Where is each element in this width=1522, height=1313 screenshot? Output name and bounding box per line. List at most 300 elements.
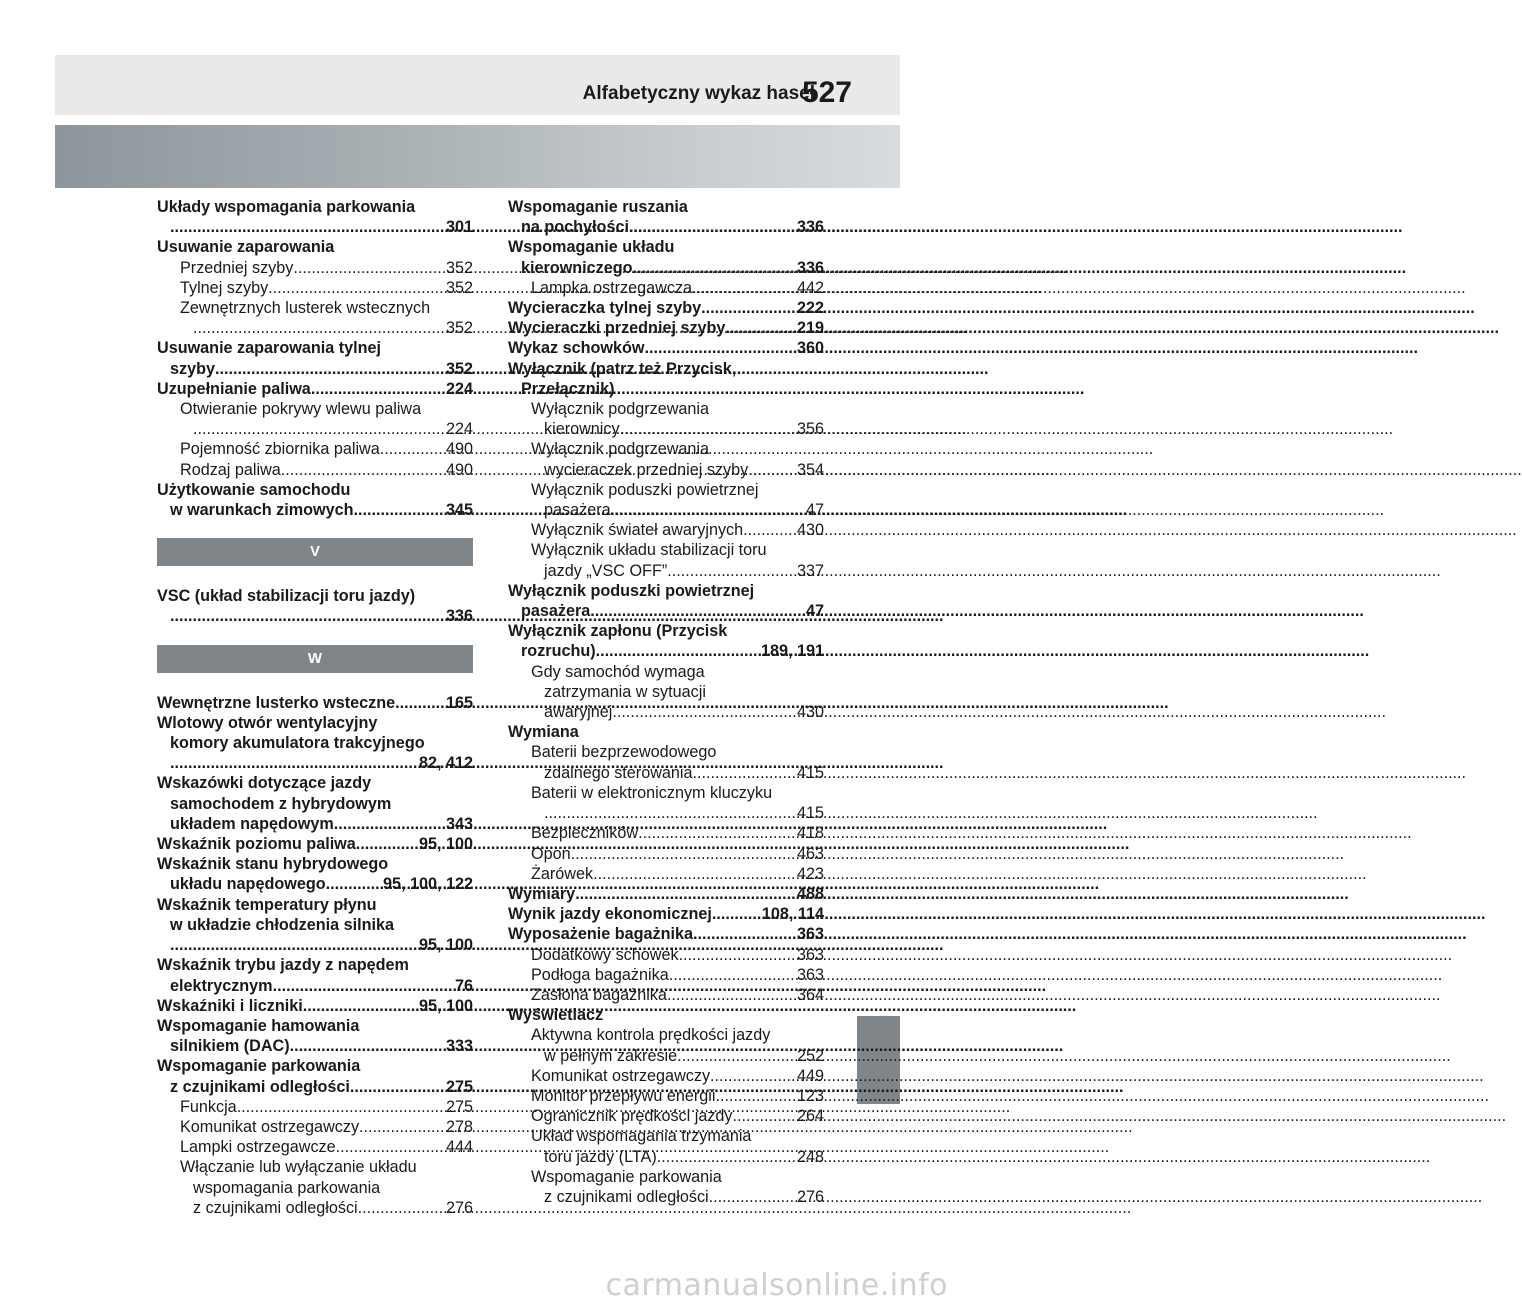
index-term: Wyłącznik podgrzewania	[531, 400, 709, 419]
index-line	[180, 298, 473, 318]
dot-leader	[629, 217, 797, 237]
index-term: Wycieraczki przedniej szyby	[508, 319, 726, 338]
index-term: Wskaźnik temperatury płynu	[157, 895, 377, 914]
index-term: Wyłącznik świateł awaryjnych	[531, 521, 744, 540]
index-line	[531, 783, 824, 803]
page-reference: 352	[445, 278, 473, 297]
dot-leader	[193, 318, 446, 338]
index-term: Wskaźnik stanu hybrydowego	[157, 855, 389, 874]
dot-leader	[544, 803, 797, 823]
index-term: układem napędowym	[170, 814, 334, 833]
index-line	[508, 641, 824, 661]
index-term: Usuwanie zaparowania	[157, 238, 335, 257]
index-subentry	[508, 1126, 824, 1166]
index-term: Podłoga bagażnika	[531, 965, 669, 984]
index-line	[157, 1077, 473, 1097]
page-reference: 276	[445, 1198, 473, 1217]
index-term: z czujnikami odległości	[170, 1077, 350, 1096]
index-line	[531, 702, 824, 722]
index-line	[157, 1016, 473, 1036]
dot-leader	[590, 601, 806, 621]
index-entry	[508, 884, 824, 904]
index-entry	[157, 834, 473, 854]
index-line	[531, 1025, 824, 1045]
dot-leader	[268, 278, 446, 298]
index-line	[157, 753, 473, 773]
index-term: na pochyłości	[521, 218, 629, 237]
index-line	[180, 1117, 473, 1137]
index-term: VSC (układ stabilizacji toru jazdy)	[157, 587, 416, 606]
dot-leader	[638, 823, 797, 843]
dot-leader	[334, 814, 446, 834]
index-subentry	[157, 1097, 473, 1117]
index-line	[180, 439, 473, 459]
index-line	[157, 1036, 473, 1056]
index-subentry	[157, 460, 473, 480]
index-line	[180, 1097, 473, 1117]
index-line	[157, 500, 473, 520]
index-term: Wskaźnik trybu jazdy z napędem	[157, 956, 409, 975]
index-line	[157, 713, 473, 733]
dot-leader	[715, 1086, 797, 1106]
page-reference: 276	[796, 1187, 824, 1206]
index-entry	[157, 379, 473, 399]
index-line	[180, 1137, 473, 1157]
index-line	[157, 895, 473, 915]
index-term: Wskaźniki i liczniki	[157, 996, 303, 1015]
index-line	[508, 338, 824, 358]
page-reference: 47	[805, 501, 824, 520]
index-line	[157, 814, 473, 834]
page-reference: 336	[445, 607, 473, 626]
index-subentry	[157, 1157, 473, 1218]
index-entry	[157, 480, 473, 520]
index-subentry	[157, 258, 473, 278]
index-line	[531, 945, 824, 965]
index-column-left	[157, 197, 473, 1218]
index-line	[180, 258, 473, 278]
index-entry	[508, 722, 824, 742]
index-line	[531, 844, 824, 864]
index-subentry	[508, 439, 824, 479]
index-subentry	[157, 298, 473, 338]
dot-leader	[657, 1147, 797, 1167]
index-entry	[508, 924, 824, 944]
index-line	[508, 379, 824, 399]
page-reference: 82, 412	[418, 754, 473, 773]
index-subentry	[508, 540, 824, 580]
dot-leader	[679, 945, 797, 965]
index-term: szyby	[170, 359, 215, 378]
index-term: Wspomaganie parkowania	[157, 1057, 361, 1076]
page-reference: 430	[796, 703, 824, 722]
index-term: w pełnym zakresie	[544, 1046, 678, 1065]
dot-leader	[303, 996, 419, 1016]
index-line	[157, 237, 473, 257]
index-term: elektrycznym	[170, 976, 273, 995]
dot-leader	[693, 924, 797, 944]
dot-leader	[575, 884, 797, 904]
index-subentry	[508, 480, 824, 520]
index-line	[531, 500, 824, 520]
index-entry	[508, 621, 824, 661]
index-line	[531, 823, 824, 843]
dot-leader	[593, 864, 797, 884]
dot-leader	[170, 935, 419, 955]
index-term: Wewnętrzne lusterko wsteczne	[157, 693, 396, 712]
section-letter-bar: V	[157, 538, 473, 566]
index-term: wycieraczek przedniej szyby	[544, 460, 749, 479]
index-subentry	[157, 278, 473, 298]
page-reference: 47	[805, 602, 824, 621]
index-term: Gdy samochód wymaga	[531, 662, 705, 681]
index-term: Wymiana	[508, 723, 579, 742]
index-line	[531, 763, 824, 783]
dot-leader	[667, 985, 797, 1005]
index-entry	[157, 996, 473, 1016]
index-line	[508, 581, 824, 601]
index-line	[157, 338, 473, 358]
index-entry	[157, 586, 473, 626]
index-entry	[157, 854, 473, 894]
index-term: Dodatkowy schowek	[531, 945, 679, 964]
index-line	[508, 904, 824, 924]
index-line	[508, 924, 824, 944]
index-term: Wynik jazdy ekonomicznej	[508, 905, 712, 924]
index-entry	[157, 1056, 473, 1096]
index-term: Ogranicznik prędkości jazdy	[531, 1107, 733, 1126]
index-term: Otwieranie pokrywy wlewu paliwa	[180, 400, 422, 419]
index-term: Wyłącznik (patrz też Przycisk,	[508, 359, 737, 378]
index-entry	[508, 237, 824, 277]
index-term: Wyłącznik układu stabilizacji toru	[531, 541, 767, 560]
dot-leader	[395, 693, 446, 713]
index-line	[531, 439, 824, 459]
index-line	[157, 606, 473, 626]
page-reference: 352	[445, 319, 473, 338]
page-reference: 336	[796, 218, 824, 237]
dot-leader	[273, 976, 455, 996]
index-line	[157, 733, 473, 753]
dot-leader	[701, 298, 797, 318]
index-term: Wspomaganie ruszania	[508, 198, 688, 216]
decorative-banner	[55, 125, 900, 188]
index-term: Lampka ostrzegawcza	[531, 278, 693, 297]
index-line	[508, 237, 824, 257]
index-line	[157, 773, 473, 793]
page-reference: 423	[796, 864, 824, 883]
index-line	[531, 864, 824, 884]
index-term: Przedniej szyby	[180, 258, 294, 277]
page-reference: 336	[796, 258, 824, 277]
index-term: Rodzaj paliwa	[180, 460, 281, 479]
dot-leader	[693, 763, 797, 783]
dot-leader	[596, 641, 761, 661]
index-term: Monitor przepływu energii	[531, 1086, 716, 1105]
index-term: jazdy „VSC OFF”	[544, 561, 668, 580]
index-term: samochodem z hybrydowym	[170, 794, 392, 813]
index-subentry	[157, 1117, 473, 1137]
index-line	[180, 278, 473, 298]
index-line	[531, 1086, 824, 1106]
index-line	[157, 359, 473, 379]
index-line	[157, 794, 473, 814]
index-line	[531, 561, 824, 581]
index-line	[531, 419, 824, 439]
index-term: Komunikat ostrzegawczy	[180, 1117, 360, 1136]
index-line	[508, 884, 824, 904]
dot-leader	[712, 904, 762, 924]
index-line	[157, 935, 473, 955]
index-entry	[157, 693, 473, 713]
index-line	[531, 965, 824, 985]
index-subentry	[508, 1025, 824, 1065]
index-subentry	[508, 278, 824, 298]
dot-leader	[350, 1077, 446, 1097]
index-entry	[157, 1016, 473, 1056]
index-subentry	[157, 439, 473, 459]
index-term: Układy wspomagania parkowania	[157, 198, 416, 216]
page-reference: 442	[796, 278, 824, 297]
index-term: zatrzymania w sytuacji	[544, 682, 706, 701]
watermark: carmanualsonline.info	[605, 1268, 948, 1303]
page-reference: 275	[445, 1077, 473, 1096]
index-line	[531, 460, 824, 480]
index-entry	[508, 338, 824, 358]
index-line	[531, 662, 824, 682]
index-line	[508, 1005, 824, 1025]
index-line	[157, 1056, 473, 1076]
page-reference: 301	[445, 218, 473, 237]
index-term: Komunikat ostrzegawczy	[531, 1066, 711, 1085]
page-reference: 123	[796, 1086, 824, 1105]
index-entry	[157, 713, 473, 774]
index-term: wspomagania parkowania	[193, 1178, 381, 1197]
dot-leader	[692, 278, 797, 298]
index-line	[531, 1106, 824, 1126]
index-subentry	[157, 1137, 473, 1157]
index-term: w układzie chłodzenia silnika	[170, 915, 394, 934]
index-term: rozruchu)	[521, 642, 596, 661]
index-subentry	[508, 742, 824, 782]
index-line	[508, 318, 824, 338]
page-reference: 189, 191	[760, 642, 824, 661]
index-line	[157, 480, 473, 500]
index-term: Wskazówki dotyczące jazdy	[157, 774, 372, 793]
dot-leader	[237, 1097, 446, 1117]
index-term: Włączanie lub wyłączanie układu	[180, 1158, 417, 1177]
index-line	[157, 197, 473, 217]
index-subentry	[508, 1167, 824, 1207]
index-line	[157, 955, 473, 975]
section-letter-bar: W	[157, 645, 473, 673]
index-entry	[157, 237, 473, 257]
index-line	[531, 540, 824, 560]
index-term: z czujnikami odległości	[193, 1198, 358, 1217]
index-term: Zasłona bagażnika	[531, 985, 667, 1004]
page-number: 527	[801, 76, 852, 109]
index-term: awaryjnej	[544, 703, 613, 722]
index-subentry	[508, 823, 824, 843]
page-reference: 95, 100	[418, 835, 473, 854]
index-line	[531, 1126, 824, 1146]
index-line	[508, 621, 824, 641]
dot-leader	[612, 702, 797, 722]
index-subentry	[508, 965, 824, 985]
page-reference: 345	[445, 501, 473, 520]
page-reference: 354	[796, 460, 824, 479]
index-entry	[157, 895, 473, 956]
index-term: pasażera	[544, 501, 611, 520]
index-line	[180, 419, 473, 439]
page-reference: 278	[445, 1117, 473, 1136]
index-subentry	[157, 399, 473, 439]
index-term: kierowniczego	[521, 258, 633, 277]
dot-leader	[571, 844, 797, 864]
index-line	[531, 803, 824, 823]
index-entry	[508, 1005, 824, 1025]
page-reference: 363	[796, 925, 824, 944]
index-line	[157, 379, 473, 399]
dot-leader	[359, 1117, 446, 1137]
index-line	[180, 318, 473, 338]
page-reference: 222	[796, 299, 824, 318]
index-term: Wycieraczka tylnej szyby	[508, 299, 702, 318]
dot-leader	[215, 359, 446, 379]
index-line	[157, 217, 473, 237]
dot-leader	[725, 318, 797, 338]
index-term: Przełącznik)	[521, 379, 615, 398]
index-line	[508, 601, 824, 621]
dot-leader	[356, 834, 419, 854]
index-line	[180, 1178, 473, 1198]
index-line	[531, 985, 824, 1005]
dot-leader	[170, 606, 446, 626]
index-term: Wspomaganie parkowania	[531, 1167, 722, 1186]
index-term: Lampki ostrzegawcze	[180, 1138, 336, 1157]
index-line	[531, 1147, 824, 1167]
page-reference: 95, 100, 122	[382, 875, 473, 894]
page-reference: 360	[796, 339, 824, 358]
page-reference: 333	[445, 1037, 473, 1056]
dot-leader	[380, 439, 446, 459]
index-subentry	[508, 1086, 824, 1106]
page-reference: 418	[796, 824, 824, 843]
index-term: Aktywna kontrola prędkości jazdy	[531, 1026, 771, 1045]
index-term: Użytkowanie samochodu	[157, 480, 351, 499]
page-reference: 219	[796, 319, 824, 338]
index-term: Wykaz schowków	[508, 339, 645, 358]
page-reference: 449	[796, 1066, 824, 1085]
index-term: układu napędowego	[170, 875, 326, 894]
index-entry	[508, 581, 824, 621]
index-term: pasażera	[521, 602, 591, 621]
index-subentry	[508, 945, 824, 965]
index-line	[531, 682, 824, 702]
dot-leader	[354, 500, 446, 520]
dot-leader	[170, 217, 446, 237]
page-reference: 165	[445, 693, 473, 712]
index-entry	[508, 197, 824, 237]
index-subentry	[508, 662, 824, 723]
index-term: Żarówek	[531, 864, 594, 883]
page-reference: 490	[445, 460, 473, 479]
index-line	[157, 915, 473, 935]
page-reference: 430	[796, 521, 824, 540]
index-term: Opon	[531, 844, 571, 863]
dot-leader	[644, 338, 797, 358]
dot-leader	[710, 1066, 797, 1086]
index-line	[180, 1157, 473, 1177]
index-line	[508, 298, 824, 318]
index-term: Pojemność zbiornika paliwa	[180, 440, 380, 459]
index-line	[508, 722, 824, 742]
index-term: Usuwanie zaparowania tylnej	[157, 339, 381, 358]
dot-leader	[336, 1137, 446, 1157]
index-term: Wlotowy otwór wentylacyjny	[157, 713, 378, 732]
page-reference: 248	[796, 1147, 824, 1166]
page-reference: 95, 100	[418, 996, 473, 1015]
dot-leader	[326, 874, 383, 894]
index-line	[157, 976, 473, 996]
index-subentry	[508, 1106, 824, 1126]
index-entry	[508, 298, 824, 318]
index-line	[531, 1187, 824, 1207]
index-entry	[157, 773, 473, 834]
dot-leader	[743, 520, 797, 540]
index-term: Wyłącznik podgrzewania	[531, 440, 709, 459]
index-term: silnikiem (DAC)	[170, 1037, 290, 1056]
dot-leader	[733, 1106, 797, 1126]
page-reference: 363	[796, 945, 824, 964]
page-reference: 76	[454, 976, 473, 995]
page-reference: 352	[445, 258, 473, 277]
index-line	[508, 359, 824, 379]
index-term: Wyświetlacz	[508, 1006, 604, 1025]
index-line	[531, 1066, 824, 1086]
index-line	[531, 1167, 824, 1187]
index-line	[157, 586, 473, 606]
page-reference: 364	[796, 985, 824, 1004]
index-term: Baterii w elektronicznym kluczyku	[531, 783, 773, 802]
page-reference: 224	[445, 420, 473, 439]
index-line	[157, 693, 473, 713]
index-term: Wskaźnik poziomu paliwa	[157, 835, 356, 854]
index-line	[157, 834, 473, 854]
index-term: Zewnętrznych lusterek wstecznych	[180, 299, 431, 318]
index-subentry	[508, 985, 824, 1005]
index-term: Wyłącznik poduszki powietrznej	[508, 581, 755, 600]
dot-leader	[611, 500, 806, 520]
index-column-right	[508, 197, 824, 1207]
index-term: w warunkach zimowych	[170, 501, 354, 520]
dot-leader	[358, 1198, 446, 1218]
page-reference: 95, 100	[418, 936, 473, 955]
page-reference: 224	[445, 379, 473, 398]
index-entry	[157, 955, 473, 995]
index-term: Wymiary	[508, 884, 576, 903]
page-reference: 356	[796, 420, 824, 439]
index-line	[508, 258, 824, 278]
index-line	[531, 742, 824, 762]
dot-leader	[748, 460, 797, 480]
index-entry	[508, 359, 824, 399]
index-term: kierownicy	[544, 420, 620, 439]
page-reference: 352	[445, 359, 473, 378]
index-line	[157, 874, 473, 894]
index-term: toru jazdy (LTA)	[544, 1147, 657, 1166]
dot-leader	[290, 1036, 446, 1056]
